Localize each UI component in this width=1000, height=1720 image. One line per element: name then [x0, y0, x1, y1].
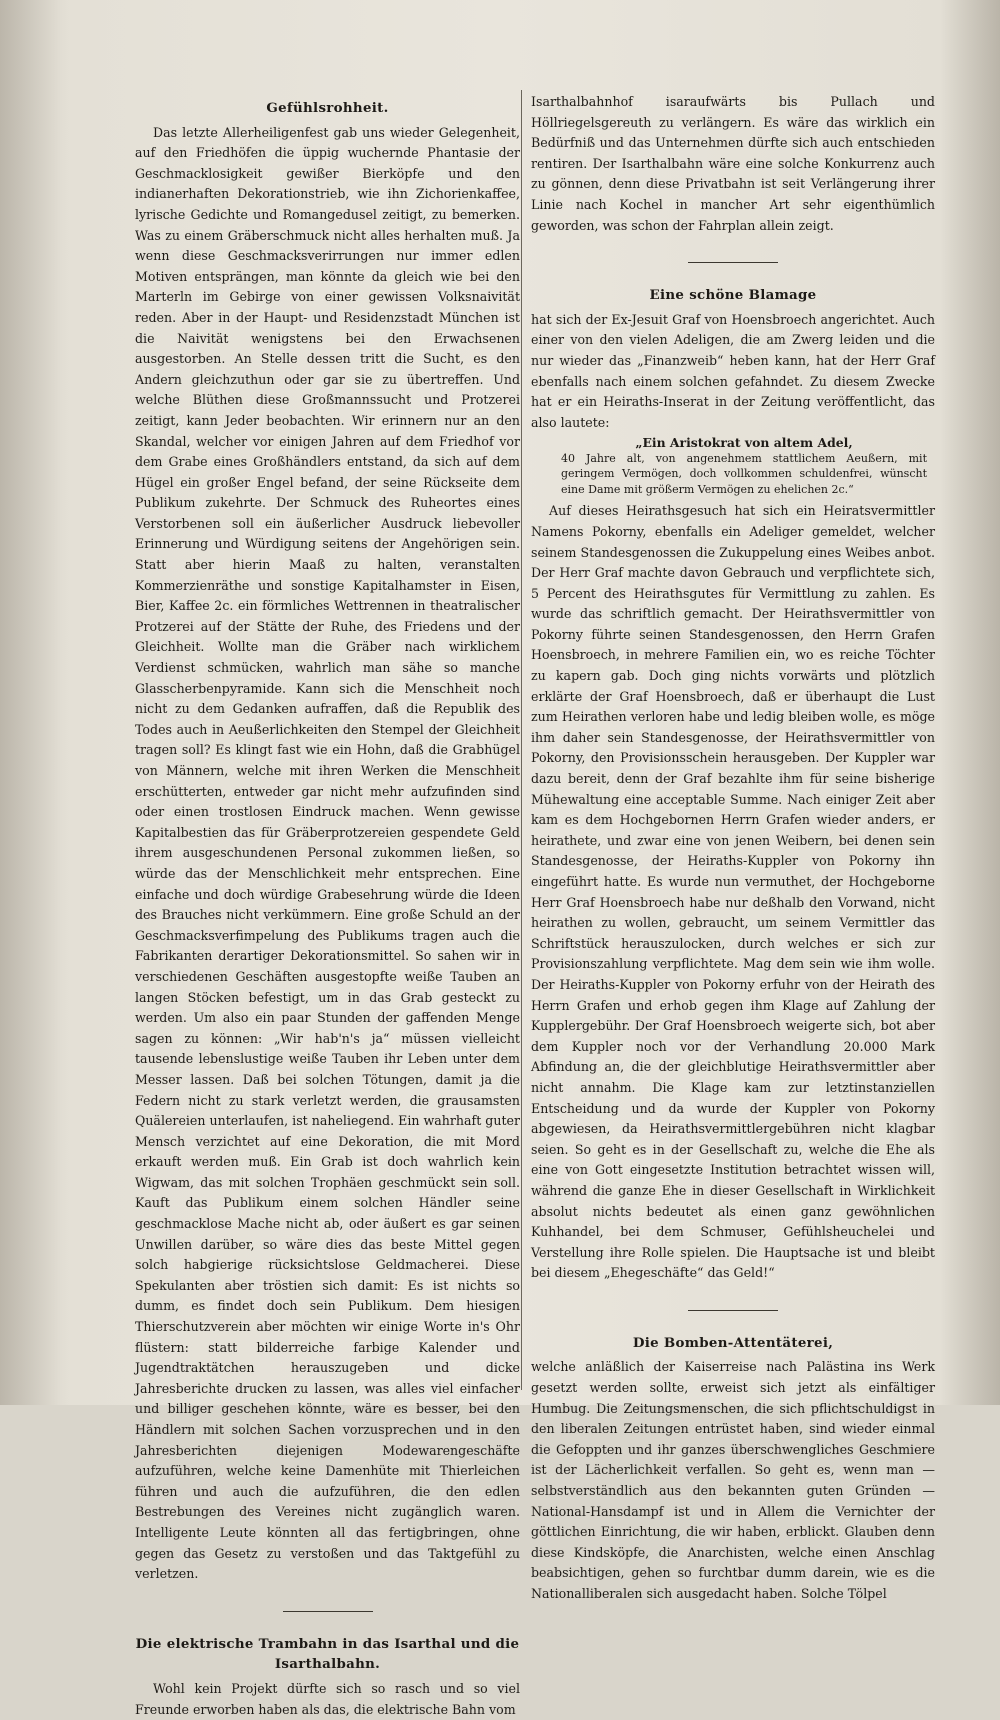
section-divider	[688, 1310, 778, 1311]
page-edge-shadow-right	[940, 0, 1000, 1405]
section-divider	[688, 262, 778, 263]
page-edge-shadow-left	[0, 0, 70, 1405]
article-body-trambahn-cont: Isarthalbahnhof isaraufwärts bis Pullach und Höllriegelsgereuth zu verlängern. Es wäre das wirklich ein Bedürfniß und das Unternehmen dürfte sich auch entschieden rentiren. Der Isarthalbahn wäre eine solche Konkurrenz auch zu gönnen, denn diese Privatbahn ist seit Verlängerung ihrer Linie nach Kochel in mancher Art sehr eigenthümlich geworden, was schon der Fahrplan allein zeigt.	[531, 94, 935, 233]
column-rule	[521, 90, 522, 1390]
ad-text: 40 Jahre alt, von angenehmem stattlichem Aeußern, mit geringem Vermögen, doch vollkommen schuldenfrei, wünscht eine Dame mit größerm Vermögen zu ehelichen 2c.“	[561, 451, 927, 496]
article-title-bomben: Die Bomben-Attentäterei,	[632, 1334, 834, 1351]
section-divider	[283, 1611, 373, 1612]
left-column	[135, 92, 520, 1717]
article-title-blamage: Eine schöne Blamage	[649, 287, 817, 304]
article-body-blamage: Auf dieses Heirathsgesuch hat sich ein Heiratsvermittler Namens Pokorny, ebenfalls ein Adeliger gemeldet, welcher seinem Standesgenossen die Zukuppelung eines Weibes anbot. Der Herr Graf machte davon Gebrauch und verpflichtete sich, 5 Percent des Heirathsgutes für Vermittlung zu zahlen. Es wurde das schriftlich gemacht. Der Heirathsvermittler von Pokorny führte seinen Standesgenossen, den Herrn Grafen Hoensbroech, in mehrere Familien ein, wo es reiche Töchter zu kapern gab. Doch ging nichts vorwärts und plötzlich erklärte der Graf Hoensbroech, daß er überhaupt die Lust zum Heirathen verloren habe und ledig bleiben wolle, es möge ihm daher sein Standesgenosse, der Heirathsvermittler von Pokorny, den Provisionsschein herausgeben. Der Kuppler war dazu bereit, denn der Graf bezahlte ihm für seine bisherige Mühewaltung eine acceptable Summe. Nach einiger Zeit aber kam es dem Hochgebornen Herrn Grafen wieder anders, er heirathete, und zwar eine von jenen Weibern, bei denen sein Standesgenosse, der Heiraths-Kuppler von Pokorny ihn eingeführt hatte. Es wurde nun vermuthet, der Hochgeborne Herr Graf Hoensbroech habe nur deßhalb den Vorwand, nicht heirathen zu wollen, gebraucht, um seinem Vermittler das Schriftstück herauszulocken, durch welches er sich zur Provisionszahlung verpflichtete. Mag dem sein wie ihm wolle. Der Heiraths-Kuppler von Pokorny erfuhr von der Heirath des Herrn Grafen und erhob gegen ihm Klage auf Zahlung der Kupplergebühr. Der Graf Hoensbroech weigerte sich, bot aber dem Kuppler noch vor der Verhandlung 20.000 Mark Abfindung an, die der gleichblutige Heirathsvermittler aber nicht annahm. Die Klage kam zur letztinstanziellen Entscheidung und da wurde der Kuppler von Pokorny abgewiesen, da Heirathsvermittlergebühren nicht klagbar seien. So geht es in der Gesellschaft zu, welche die Ehe als eine von Gott eingesetzte Institution betrachtet wissen will, während die ganze Ehe in dieser Gesellschaft in Wirklichkeit absolut nichts bedeutet als einen ganz gewöhnlichen Kuhhandel, bei dem Schmuser, Gefühlsheuchelei und Verstellung ihre Rolle spielen. Die Hauptsache ist und bleibt bei diesem „Ehegeschäfte“ das Geld!“	[531, 503, 935, 1281]
article-body-bomben: welche anläßlich der Kaiserreise nach Palästina ins Werk gesetzt werden sollte, erweist sich jetzt als einfältiger Humbug. Die Zeitungsmenschen, die sich pflichtschuldigst in den liberalen Zeitungen entrüstet haben, sind wieder einmal die Gefoppten und ihr ganzes überschwengliches Geschmiere ist der Lächerlichkeit verfallen. So geht es, wenn man — selbstverständlich aus den bekannten guten Gründen — National-Hansdampf ist und in Allem die Vernichter der göttlichen Einrichtung, die wir haben, erblickt. Glauben denn diese Kindsköpfe, die Anarchisten, welche einen Anschlag beabsichtigen, gehen so furchtbar dumm darein, wie es die Nationalliberalen sich ausgedacht haben. Solche Tölpel	[531, 1359, 935, 1601]
article-body-blamage-intro: hat sich der Ex-Jesuit Graf von Hoensbroech angerichtet. Auch einer von den vielen Adeligen, die am Zwerg leiden und die nur wieder das „Finanzweib“ heben kann, hat der Herr Graf ebenfalls nach einem solchen gefahndet. Zu diesem Zwecke hat er ein Heiraths-Inserat in der Zeitung veröffentlicht, das also lautete:	[531, 311, 935, 430]
quoted-marriage-ad	[531, 435, 935, 497]
right-column	[531, 92, 935, 1605]
ad-title: „Ein Aristokrat von altem Adel,	[635, 435, 853, 451]
article-body-trambahn: Wohl kein Projekt dürfte sich so rasch und so viel Freunde erworben haben als das, die elektrische Bahn vom	[135, 1680, 520, 1717]
article-title-trambahn: Die elektrische Trambahn in das Isarthal und die Isarthalbahn.	[135, 1635, 520, 1673]
article-title-gefuehlsrohheit: Gefühlsrohheit.	[266, 100, 389, 116]
article-body-gefuehlsrohheit: Das letzte Allerheiligenfest gab uns wieder Gelegenheit, auf den Friedhöfen die üppig wuchernde Phantasie der Geschmacklosigkeit gewißer Bierköpfe und den indianerhaften Dekorationstrieb, wie ihn Zichorienkaffee, lyrische Gedichte und Romangedusel zeitigt, zu bemerken. Was zu einem Gräberschmuck nicht alles herhalten muß. Ja wenn diese Geschmacksverirrungen nur immer edlen Motiven entsprängen, man könnte da gleich wie bei den Marterln im Gebirge von einer gewissen Volksnaivität reden. Aber in der Haupt- und Residenzstadt München ist die Naivität wenigstens bei den Erwachsenen ausgestorben. An Stelle dessen tritt die Sucht, es den Andern gleichzuthun oder gar sie zu übertreffen. Und welche Blüthen diese Großmannssucht und Protzerei zeitigt, kann Jeder beobachten. Wir erinnern nur an den Skandal, welcher vor einigen Jahren auf dem Friedhof vor dem Grabe eines Großhändlers entstand, da sich auf dem Hügel ein großer Engel befand, der seine Rückseite dem Publikum zukehrte. Der Schmuck des Ruheortes eines Verstorbenen soll ein äußerlicher Ausdruck liebevoller Erinnerung und Würdigung seitens der Angehörigen sein. Statt aber hierin Maaß zu halten, veranstalten Kommerzienräthe und sonstige Kapitalhamster in Eisen, Bier, Kaffee 2c. ein förmliches Wettrennen in theatralischer Protzerei auf der Stätte der Ruhe, des Friedens und der Gleichheit. Wollte man die Gräber nach wirklichem Verdienst schmücken, wahrlich man sähe so manche Glasscherbenpyramide. Kann sich die Menschheit noch nicht zu dem Gedanken aufraffen, daß die Republik des Todes auch in Aeußerlichkeiten den Stempel der Gleichheit tragen soll? Es klingt fast wie ein Hohn, daß die Grabhügel von Männern, welche mit ihren Werken die Menschheit erschütterten, entweder gar nicht mehr aufzufinden sind oder einen trostlosen Eindruck machen. Wenn gewisse Kapitalbestien das für Gräberprotzereien gespendete Geld ihrem ausgeschundenen Personal zukommen ließen, so würde das der Menschlichkeit mehr entsprechen. Eine einfache und doch würdige Grabesehrung würde die Ideen des Brauches nicht verkümmern. Eine große Schuld an der Geschmacksverfimpelung des Publikums tragen auch die Fabrikanten derartiger Dekorationsmittel. So sahen wir in verschiedenen Geschäften ausgestopfte weiße Tauben an langen Stöcken befestigt, um in das Grab gesteckt zu werden. Um also ein paar Stunden der gaffenden Menge sagen zu können: „Wir hab'n's ja“ müssen vielleicht tausende lebenslustige weiße Tauben ihr Leben unter dem Messer lassen. Daß bei solchen Tötungen, damit ja die Federn nicht zu stark verletzt werden, die grausamsten Quälereien unterlaufen, ist naheliegend. Ein wahrhaft guter Mensch verzichtet auf eine Dekoration, die mit Mord erkauft werden muß. Ein Grab ist doch wahrlich kein Wigwam, das mit solchen Trophäen geschmückt sein soll. Kauft das Publikum einem solchen Händler seine geschmacklose Mache nicht ab, oder äußert es gar seinen Unwillen darüber, so wäre dies das beste Mittel gegen solch habgierige rücksichtslose Geldmacherei. Diese Spekulanten aber tröstien sich damit: Es ist nichts so dumm, es findet doch sein Publikum. Dem hiesigen Thierschutzverein aber möchten wir einige Worte in's Ohr flüstern: statt bilderreiche farbige Kalender und Jugendtraktätchen herauszugeben und dicke Jahresberichte drucken zu lassen, was alles viel einfacher und billiger geschehen könnte, wäre es besser, bei den Händlern mit solchen Sachen vorzusprechen und in den Jahresberichten diejenigen Modewarengeschäfte aufzuführen, welche keine Damenhüte mit Thierleichen führen und auch die aufzuführen, die den edlen Bestrebungen des Vereines nicht zugänglich waren. Intelligente Leute könnten all das fertigbringen, ohne gegen das Gesetz zu verstoßen und das Taktgefühl zu verletzen.	[135, 124, 520, 1582]
